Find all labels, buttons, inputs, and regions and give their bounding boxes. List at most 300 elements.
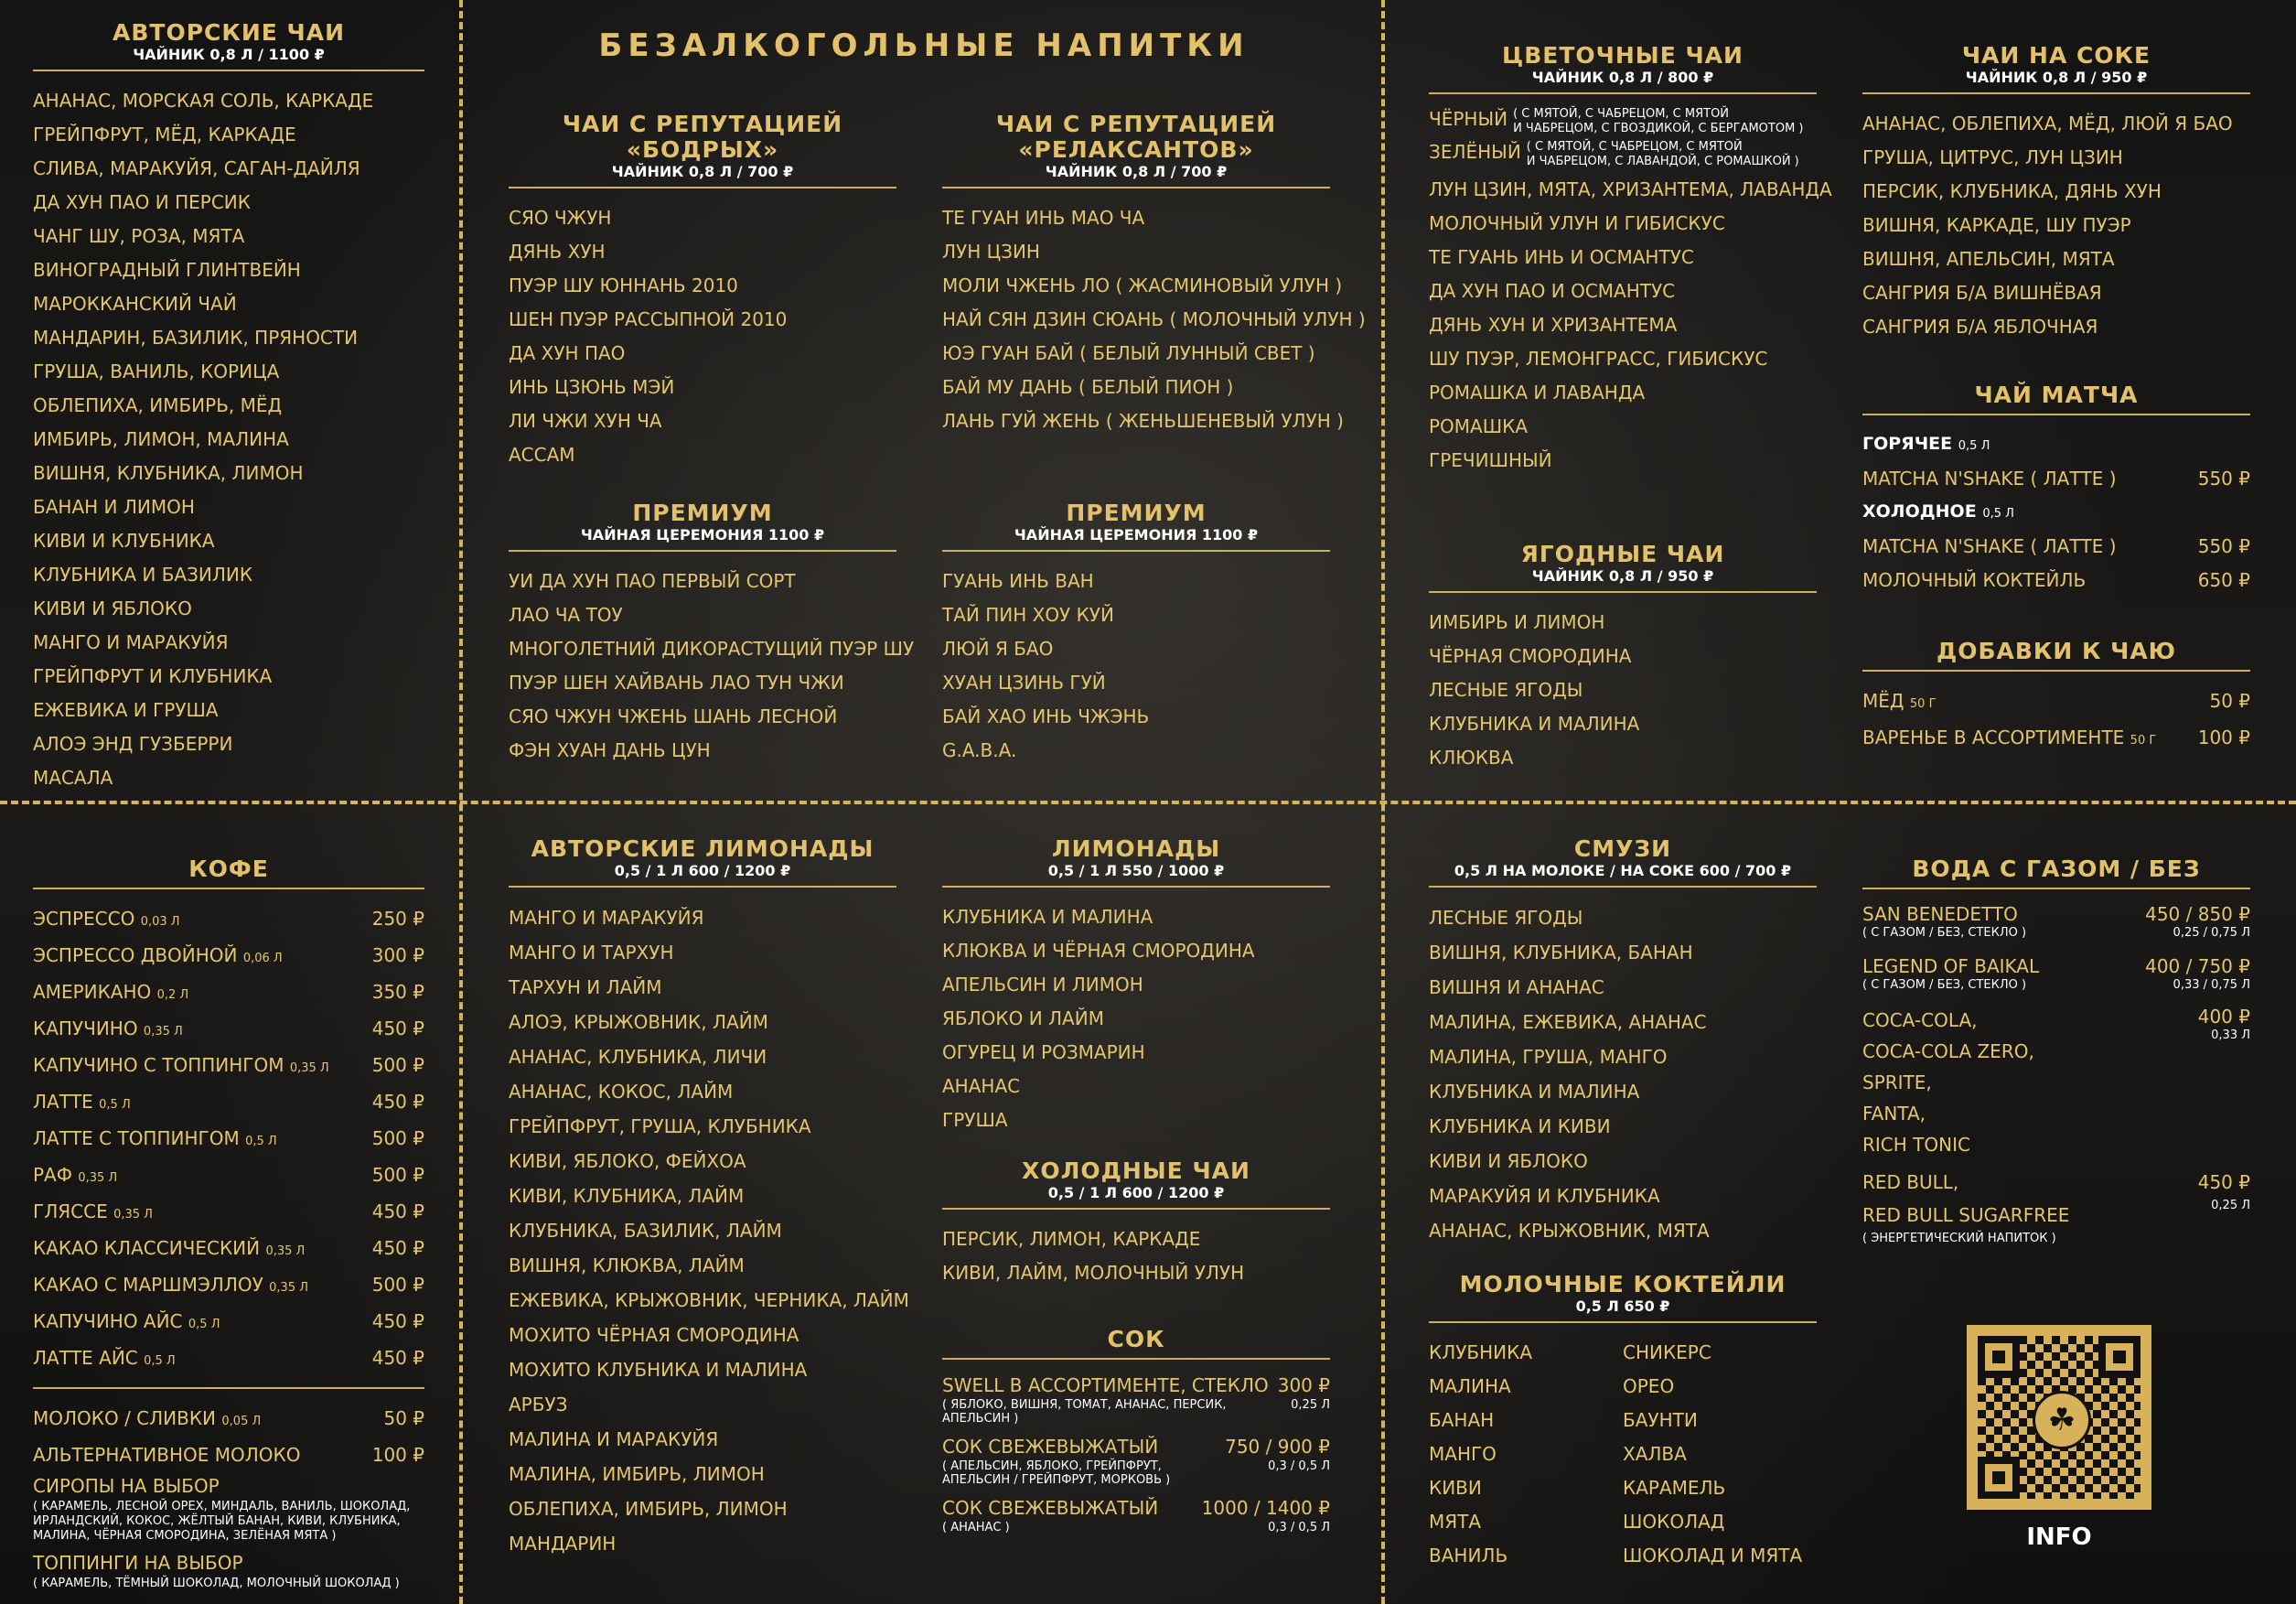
list-item: АРБУЗ [509,1394,568,1416]
juice-row-1-note-1: ( ЯБЛОКО, ВИШНЯ, ТОМАТ, АНАНАС, ПЕРСИК, [942,1398,1227,1412]
water-sb-price: 450 / 850 ₽ [2145,903,2250,925]
list-item: КЛУБНИКА, БАЗИЛИК, ЛАЙМ [509,1220,782,1242]
list-item: ГРУША, ВАНИЛЬ, КОРИЦА [33,361,280,382]
premium-2-sub: ЧАЙНАЯ ЦЕРЕМОНИЯ 1100 ₽ [1014,526,1259,544]
water-redbull-list [1862,1166,2069,1232]
list-item: ЛЕСНЫЕ ЯГОДЫ [1429,907,1583,929]
water-lb-note: ( С ГАЗОМ / БЕЗ, СТЕКЛО ) [1862,978,2027,992]
author-lemonades-sub: 0,5 / 1 Л 600 / 1200 ₽ [614,862,791,879]
water-section [1862,856,2250,1246]
list-item: ТЕ ГУАНЬ ИНЬ И ОСМАНТУС [1429,246,1694,268]
juice-row-1 [942,1373,1330,1398]
milkshakes-section [1429,1272,1817,1573]
coffee-row [33,1305,424,1341]
list-item: АНАНАС, ОБЛЕПИХА, МЁД, ЛЮЙ Я БАО [1862,113,2233,135]
juice-row-3-volume: 0,3 / 0,5 Л [1268,1521,1330,1534]
list-item: ВИШНЯ, КЛУБНИКА, БАНАН [1429,942,1693,963]
addons-jam-volume: 50 Г [2130,734,2157,748]
coffee-section [33,856,424,1591]
list-item: МОХИТО ЧЁРНАЯ СМОРОДИНА [509,1324,799,1346]
flower-green-label: ЗЕЛЁНЫЙ [1429,141,1521,163]
flower-teas-section [1429,42,1832,478]
coffee-volume: 0,03 Л [140,915,180,929]
coffee-name: ЛАТТЕ С ТОППИНГОМ [33,1127,240,1149]
list-item: ЛИ ЧЖИ ХУН ЧА [509,410,662,432]
coffee-price: 300 ₽ [371,944,424,966]
matcha-cold-row [1862,530,2250,564]
coffee-syrups-note-1: ( КАРАМЕЛЬ, ЛЕСНОЙ ОРЕХ, МИНДАЛЬ, ВАНИЛЬ, ШОКОЛАД, [33,1500,411,1513]
bodry-list [509,201,896,472]
list-item: КЛУБНИКА И МАЛИНА [1429,713,1640,735]
divider-line [509,886,896,888]
cold-teas-sub: 0,5 / 1 Л 600 / 1200 ₽ [1047,1184,1225,1201]
coffee-volume: 0,5 Л [188,1318,220,1331]
coffee-volume: 0,5 Л [245,1135,277,1148]
list-item: ОБЛЕПИХА, ИМБИРЬ, ЛИМОН [509,1498,788,1520]
coffee-row-label [33,1195,153,1232]
matcha-hot-text: ГОРЯЧЕЕ [1862,434,1953,454]
divider-line [1429,92,1817,94]
premium-1-title: ПРЕМИУМ [632,500,773,526]
coffee-toppings-label: ТОППИНГИ НА ВЫБОР [33,1552,243,1574]
list-item: КИВИ [1429,1477,1482,1499]
list-item: SPRITE, [1862,1071,1932,1093]
coffee-milk-price: 50 ₽ [383,1407,424,1429]
matcha-hot-row [1862,462,2250,496]
coffee-price: 450 ₽ [371,1310,424,1332]
list-item: НАЙ СЯН ДЗИН СЮАНЬ ( МОЛОЧНЫЙ УЛУН ) [942,308,1366,330]
cold-teas-title: ХОЛОДНЫЕ ЧАИ [1022,1157,1250,1184]
list-item: ВИНОГРАДНЫЙ ГЛИНТВЕЙН [33,259,301,281]
addons-honey-row [1862,684,2250,721]
matcha-cold-price: 550 ₽ [2197,535,2250,557]
juice-row-2-volume: 0,3 / 0,5 Л [1268,1459,1330,1473]
list-item: МАЛИНА, ИМБИРЬ, ЛИМОН [509,1463,765,1485]
list-item: КЛУБНИКА И МАЛИНА [1429,1081,1640,1103]
lemonades-list [942,900,1330,1137]
coffee-price: 450 ₽ [371,1347,424,1369]
list-item: RICH TONIC [1862,1134,1970,1156]
list-item: МАРАКУЙЯ И КЛУБНИКА [1429,1185,1660,1207]
coffee-name: ЛАТТЕ АЙС [33,1347,138,1369]
list-item: G.A.B.A. [942,739,1017,761]
coffee-row-label [33,975,188,1012]
coffee-row [33,902,424,939]
coffee-price: 350 ₽ [371,981,424,1003]
coffee-price: 450 ₽ [371,1200,424,1222]
flower-green-notes [1527,140,1799,169]
coffee-name: АМЕРИКАНО [33,981,152,1003]
water-sb-name: SAN BENEDETTO [1862,903,2018,925]
smoothie-title: СМУЗИ [1573,835,1672,862]
flower-green-note-2: И ЧАБРЕЦОМ, С ЛАВАНДОЙ, С РОМАШКОЙ ) [1526,155,1799,168]
flower-black-notes [1513,107,1803,136]
berry-list [1429,606,1817,775]
list-item: КИВИ И ЯБЛОКО [33,597,192,619]
list-item: ШОКОЛАД [1623,1511,1725,1533]
juice-section [942,1327,1330,1534]
coffee-row-label [33,1012,183,1049]
list-item: ГРЕЙПФРУТ, ГРУША, КЛУБНИКА [509,1115,811,1137]
matcha-title: ЧАЙ МАТЧА [1974,382,2139,408]
coffee-milk-volume: 0,05 Л [221,1415,262,1428]
divider-line [942,1358,1330,1360]
matcha-hot-name: MATCHA N'SHAKE ( ЛАТТЕ ) [1862,468,2117,490]
flower-black-label: ЧЁРНЫЙ [1429,108,1508,130]
coffee-row [33,1341,424,1378]
list-item: МАНДАРИН, БАЗИЛИК, ПРЯНОСТИ [33,327,359,349]
coffee-row [33,1049,424,1085]
juice-row-3-note: ( АНАНАС ) [942,1521,1010,1534]
list-item: ВАНИЛЬ [1429,1545,1508,1566]
coffee-list [33,902,424,1378]
smoothie-sub: 0,5 Л НА МОЛОКЕ / НА СОКЕ 600 / 700 ₽ [1454,862,1792,879]
list-item: САНГРИЯ Б/А ЯБЛОЧНАЯ [1862,316,2098,338]
list-item: ГРЕЧИШНЫЙ [1429,449,1552,471]
water-title: ВОДА С ГАЗОМ / БЕЗ [1912,856,2201,882]
list-item: ЧАНГ ШУ, РОЗА, МЯТА [33,225,245,247]
coffee-alt-milk-row [33,1438,424,1472]
coffee-row-label [33,902,180,939]
divider-line [1429,1321,1817,1323]
flower-list [1429,173,1832,478]
coffee-row-label [33,1232,305,1268]
list-item: ТАРХУН И ЛАЙМ [509,976,662,998]
cold-teas-list [942,1222,1330,1290]
list-item: ВИШНЯ, АПЕЛЬСИН, МЯТА [1862,248,2115,270]
flower-black-note-2: И ЧАБРЕЦОМ, С ГВОЗДИКОЙ, С БЕРГАМОТОМ ) [1513,122,1804,135]
list-item: ОГУРЕЦ И РОЗМАРИН [942,1041,1145,1063]
coffee-volume: 0,35 Л [78,1171,118,1185]
water-redbull-block [1862,1166,2250,1246]
list-item: ПУЭР ШЕН ХАЙВАНЬ ЛАО ТУН ЧЖИ [509,672,844,694]
list-item: АНАНАС, КОКОС, ЛАЙМ [509,1081,734,1103]
list-item: КЛЮКВА [1429,747,1514,769]
coffee-row [33,1195,424,1232]
list-item: ЧЁРНАЯ СМОРОДИНА [1429,645,1632,667]
matcha-milk-row [1862,564,2250,597]
list-item: ПУЭР ШУ ЮННАНЬ 2010 [509,275,738,296]
list-item: КИВИ, ЯБЛОКО, ФЕЙХОА [509,1150,746,1172]
list-item: РОМАШКА И ЛАВАНДА [1429,382,1646,404]
list-item: БАЙ МУ ДАНЬ ( БЕЛЫЙ ПИОН ) [942,376,1234,398]
premium-1-sub: ЧАЙНАЯ ЦЕРЕМОНИЯ 1100 ₽ [580,526,825,544]
list-item: ПЕРСИК, ЛИМОН, КАРКАДЕ [942,1228,1201,1250]
coffee-price: 450 ₽ [371,1017,424,1039]
list-item: СЯО ЧЖУН [509,207,612,229]
flower-green-row [1429,140,1817,169]
coffee-name: ЛАТТЕ [33,1091,93,1113]
juice-row-2-detail [942,1459,1330,1473]
smoothie-list [1429,900,1817,1248]
coffee-volume: 0,06 Л [242,952,283,965]
milkshakes-columns [1429,1336,1817,1573]
relax-list [942,201,1366,438]
list-item: ЛЮЙ Я БАО [942,638,1054,660]
water-sb-row [1862,902,2250,926]
matcha-cold-text: ХОЛОДНОЕ [1862,501,1977,522]
list-item: FANTA, [1862,1103,1926,1125]
list-item: RED BULL, [1862,1171,1959,1193]
list-item: МАНДАРИН [509,1533,617,1555]
coffee-price: 450 ₽ [371,1091,424,1113]
info-label: INFO [2026,1523,2092,1551]
qr-finder-top-left [1978,1336,2020,1378]
berry-teas-section [1429,542,1817,775]
water-cola-volume: 0,33 Л [2211,1028,2250,1042]
list-item: АНАНАС [942,1075,1021,1097]
matcha-hot-volume: 0,5 Л [1958,439,1990,453]
addons-section [1862,639,2250,758]
matcha-cold-label [1862,496,2250,530]
water-lb-row [1862,954,2250,978]
coffee-row-label [33,1305,220,1341]
list-item: ГРЕЙПФРУТ И КЛУБНИКА [33,665,273,687]
premium-2-list [942,565,1330,768]
flower-green-note-1: ( С МЯТОЙ, С ЧАБРЕЦОМ, С МЯТОЙ [1526,140,1743,154]
coffee-name: КАПУЧИНО АЙС [33,1310,183,1332]
coffee-row-label [33,1268,308,1305]
coffee-alt-milk-price: 100 ₽ [371,1444,424,1466]
list-item: МОЛОЧНЫЙ УЛУН И ГИБИСКУС [1429,212,1725,234]
coffee-name: КАПУЧИНО С ТОППИНГОМ [33,1054,284,1076]
list-item: COCA-COLA ZERO, [1862,1040,2034,1062]
list-item: ШУ ПУЭР, ЛЕМОНГРАСС, ГИБИСКУС [1429,348,1768,370]
cold-teas-section [942,1158,1330,1290]
water-lb-detail [1862,978,2250,992]
coffee-syrups-label: СИРОПЫ НА ВЫБОР [33,1475,220,1497]
list-item: ФЭН ХУАН ДАНЬ ЦУН [509,739,711,761]
coffee-price: 250 ₽ [371,908,424,930]
lemonades-title: ЛИМОНАДЫ [1051,835,1221,862]
matcha-cold-volume: 0,5 Л [1982,507,2014,521]
list-item: ХАЛВА [1623,1443,1687,1465]
water-redbull-note: ( ЭНЕРГЕТИЧЕСКИЙ НАПИТОК ) [1862,1232,2056,1245]
list-item: КИВИ И КЛУБНИКА [33,530,215,552]
list-item: ГРЕЙПФРУТ, МЁД, КАРКАДЕ [33,124,296,145]
list-item: ОРЕО [1623,1375,1675,1397]
matcha-milk-price: 650 ₽ [2197,569,2250,591]
list-item: АЛОЭ ЭНД ГУЗБЕРРИ [33,733,233,755]
water-sb-volume: 0,25 / 0,75 Л [2173,926,2250,940]
list-item: МАЛИНА, ГРУША, МАНГО [1429,1046,1668,1068]
list-item: МАНГО И МАРАКУЙЯ [33,631,229,653]
coffee-title: КОФЕ [188,856,269,882]
list-item: КАРАМЕЛЬ [1623,1477,1726,1499]
list-item: САНГРИЯ Б/А ВИШНЁВАЯ [1862,282,2102,304]
coffee-name: ЭСПРЕССО [33,908,135,930]
list-item: БАУНТИ [1623,1409,1698,1431]
qr-finder-bottom-left [1978,1457,2020,1499]
coffee-milk-name: МОЛОКО / СЛИВКИ [33,1407,217,1429]
list-item: СЛИВА, МАРАКУЙЯ, САГАН-ДАЙЛЯ [33,157,360,179]
berry-title: ЯГОДНЫЕ ЧАИ [1520,541,1725,567]
main-title: БЕЗАЛКОГОЛЬНЫЕ НАПИТКИ [598,27,1250,64]
coffee-row [33,939,424,975]
coffee-volume: 0,35 Л [113,1208,153,1222]
coffee-name: КАПУЧИНО [33,1017,138,1039]
juice-row-1-name: SWELL В АССОРТИМЕНТЕ, СТЕКЛО [942,1374,1269,1396]
divider-line [33,70,424,71]
list-item: ВИШНЯ И АНАНАС [1429,976,1604,998]
premium-2-section [942,501,1330,768]
list-item: ЛУН ЦЗИН, МЯТА, ХРИЗАНТЕМА, ЛАВАНДА [1429,178,1832,200]
qr-finder-top-right [2098,1336,2140,1378]
list-item: ДЯНЬ ХУН [509,241,606,263]
coffee-toppings-note: ( КАРАМЕЛЬ, ТЁМНЫЙ ШОКОЛАД, МОЛОЧНЫЙ ШОКОЛАД ) [33,1577,400,1590]
divider-line [942,550,1330,552]
juice-row-2 [942,1434,1330,1459]
coffee-name: ЭСПРЕССО ДВОЙНОЙ [33,944,238,966]
water-redbull-volume: 0,25 Л [2211,1199,2250,1212]
list-item: КЛУБНИКА [1429,1341,1533,1363]
list-item: ДЯНЬ ХУН И ХРИЗАНТЕМА [1429,314,1678,336]
coffee-row [33,1158,424,1195]
list-item: ШОКОЛАД И МЯТА [1623,1545,1803,1566]
water-cola-block [1862,1005,2250,1160]
list-item: МАНГО И ТАРХУН [509,942,674,963]
coffee-row-label [33,1122,277,1158]
coffee-volume: 0,35 Л [289,1061,329,1075]
list-item: АЛОЭ, КРЫЖОВНИК, ЛАЙМ [509,1011,768,1033]
coffee-milk-row [33,1402,424,1438]
flower-title: ЦВЕТОЧНЫЕ ЧАИ [1502,42,1743,69]
coffee-syrups-note-3: МАЛИНА, ЧЁРНАЯ СМОРОДИНА, ЗЕЛЁНАЯ МЯТА ) [33,1529,337,1543]
list-item: КЛУБНИКА И БАЗИЛИК [33,564,253,586]
divider-line [942,1208,1330,1210]
milkshakes-right-list [1623,1336,1817,1573]
juice-row-1-note-2: АПЕЛЬСИН ) [942,1412,1019,1426]
list-item: ЕЖЕВИКА И ГРУША [33,699,219,721]
juice-row-2-name: СОК СВЕЖЕВЫЖАТЫЙ [942,1436,1159,1458]
water-lb-name: LEGEND OF BAIKAL [1862,955,2040,977]
lemonades-section [942,836,1330,1137]
premium-1-list [509,565,915,768]
list-item: КИВИ И ЯБЛОКО [1429,1150,1588,1172]
coffee-row [33,1268,424,1305]
list-item: МАСАЛА [33,767,113,789]
juice-row-1-price: 300 ₽ [1277,1374,1330,1396]
coffee-name: КАКАО С МАРШМЭЛЛОУ [33,1274,263,1296]
tree-logo-icon: ☘ [2033,1391,2091,1449]
list-item: КИВИ, ЛАЙМ, МОЛОЧНЫЙ УЛУН [942,1262,1245,1284]
juice-tea-list [1862,107,2250,344]
coffee-price: 500 ₽ [371,1274,424,1296]
list-item: ГУАНЬ ИНЬ ВАН [942,570,1094,592]
juice-title: СОК [1107,1326,1165,1352]
list-item: ИНЬ ЦЗЮНЬ МЭЙ [509,376,675,398]
relax-teas-section [942,111,1366,438]
list-item: МАНГО И МАРАКУЙЯ [509,907,704,929]
bodry-title-line1: ЧАИ С РЕПУТАЦИЕЙ [562,111,843,137]
list-item: ТАЙ ПИН ХОУ КУЙ [942,604,1114,626]
juice-row-1-detail [942,1398,1330,1412]
list-item: АНАНАС, КРЫЖОВНИК, МЯТА [1429,1220,1710,1242]
divider-line [509,550,896,552]
matcha-milk-name: МОЛОЧНЫЙ КОКТЕЙЛЬ [1862,569,2087,591]
author-teas-list [33,84,424,795]
coffee-volume: 0,5 Л [144,1354,176,1368]
water-redbull-price: 450 ₽ [2197,1171,2250,1193]
list-item: АНАНАС, КЛУБНИКА, ЛИЧИ [509,1046,767,1068]
list-item: ЛАНЬ ГУЙ ЖЕНЬ ( ЖЕНЬШЕНЕВЫЙ УЛУН ) [942,410,1344,432]
matcha-section [1862,382,2250,597]
coffee-price: 500 ₽ [371,1164,424,1186]
list-item: ЕЖЕВИКА, КРЫЖОВНИК, ЧЕРНИКА, ЛАЙМ [509,1289,909,1311]
coffee-row [33,1085,424,1122]
juice-row-3-name: СОК СВЕЖЕВЫЖАТЫЙ [942,1497,1159,1519]
author-teas-section [33,20,424,795]
coffee-row-label [33,939,283,975]
coffee-name: ГЛЯССЕ [33,1200,108,1222]
list-item: ИМБИРЬ, ЛИМОН, МАЛИНА [33,428,289,450]
list-item: COCA-COLA, [1862,1009,1978,1031]
juice-row-3-detail [942,1521,1330,1534]
flower-black-row [1429,107,1817,136]
water-cola-price: 400 ₽ [2197,1006,2250,1028]
water-cola-price-block [2198,1005,2250,1160]
bodry-sub: ЧАЙНИК 0,8 Л / 700 ₽ [611,163,794,180]
water-cola-list [1862,1005,2034,1160]
list-item: РОМАШКА [1429,415,1529,437]
list-item: ТЕ ГУАН ИНЬ МАО ЧА [942,207,1145,229]
list-item: МЯТА [1429,1511,1482,1533]
matcha-cold-name: MATCHA N'SHAKE ( ЛАТТЕ ) [1862,535,2117,557]
coffee-syrups-note-2: ИРЛАНДСКИЙ, КОКОС, ЖЁЛТЫЙ БАНАН, КИВИ, КЛУБНИКА, [33,1514,401,1528]
list-item: БАЙ ХАО ИНЬ ЧЖЭНЬ [942,705,1150,727]
premium-2-title: ПРЕМИУМ [1066,500,1207,526]
author-teas-title: АВТОРСКИЕ ЧАИ [113,19,345,46]
list-item: МАРОККАНСКИЙ ЧАЙ [33,293,237,315]
list-item: УИ ДА ХУН ПАО ПЕРВЫЙ СОРТ [509,570,796,592]
divider-line [1862,414,2250,415]
divider-line [942,886,1330,888]
milkshakes-sub: 0,5 Л 650 ₽ [1575,1297,1670,1315]
list-item: ДА ХУН ПАО [509,342,626,364]
author-lemonades-list [509,900,909,1561]
juice-row-3-price: 1000 / 1400 ₽ [1201,1497,1330,1519]
berry-sub: ЧАЙНИК 0,8 Л / 950 ₽ [1531,567,1714,585]
list-item: ШЕН ПУЭР РАССЫПНОЙ 2010 [509,308,788,330]
juice-row-2-note-1: ( АПЕЛЬСИН, ЯБЛОКО, ГРЕЙПФРУТ, [942,1459,1162,1473]
list-item: ВИШНЯ, КЛУБНИКА, ЛИМОН [33,462,304,484]
juice-row-2-note-2: АПЕЛЬСИН / ГРЕЙПФРУТ, МОРКОВЬ ) [942,1473,1171,1487]
coffee-price: 500 ₽ [371,1054,424,1076]
coffee-name: РАФ [33,1164,72,1186]
list-item: СЯО ЧЖУН ЧЖЕНЬ ШАНЬ ЛЕСНОЙ [509,705,838,727]
list-item: ЯБЛОКО И ЛАЙМ [942,1007,1104,1029]
water-redbull-price-block [2198,1166,2250,1246]
matcha-hot-price: 550 ₽ [2197,468,2250,490]
coffee-price: 500 ₽ [371,1127,424,1149]
list-item: КИВИ, КЛУБНИКА, ЛАЙМ [509,1185,745,1207]
list-item: ВИШНЯ, КЛЮКВА, ЛАЙМ [509,1254,745,1276]
divider-line [1429,591,1817,593]
coffee-volume: 0,35 Л [269,1281,309,1295]
list-item: МОЛИ ЧЖЕНЬ ЛО ( ЖАСМИНОВЫЙ УЛУН ) [942,275,1343,296]
list-item: АССАМ [509,444,575,466]
juice-row-3 [942,1495,1330,1521]
list-item: ДА ХУН ПАО И ПЕРСИК [33,191,251,213]
coffee-name: КАКАО КЛАССИЧЕСКИЙ [33,1237,261,1259]
divider-line [509,187,896,188]
qr-code-icon[interactable] [1967,1325,2151,1510]
list-item: КЛУБНИКА И КИВИ [1429,1115,1611,1137]
addons-jam-name: ВАРЕНЬЕ В АССОРТИМЕНТЕ [1862,727,2125,748]
juice-row-2-price: 750 / 900 ₽ [1225,1436,1330,1458]
divider-line [942,187,1330,188]
bodry-teas-section [509,112,896,472]
